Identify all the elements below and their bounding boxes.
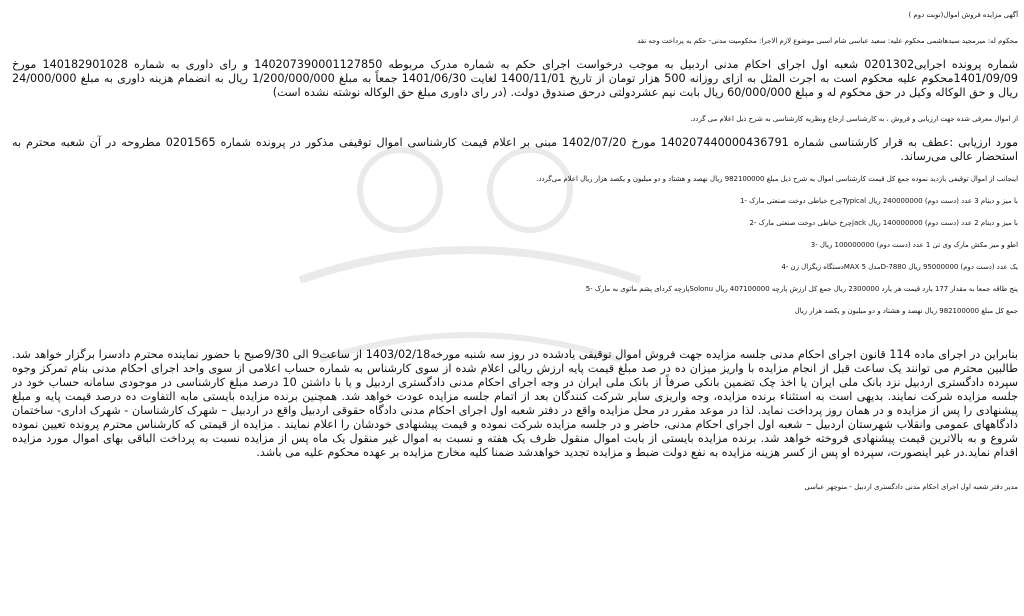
auction-paragraph: بنابراین در اجرای ماده 114 قانون اجرای احکام مدنی جلسه مزایده جهت فروش اموال توقیفی یادشده در روز سه شنبه مورخه1403/02/18 از ساعت9 الی 9/30صبح با حضور نماینده محترم دادسرا برگزار خواهد شد. طالبین محترم می توانند یک ساعت قبل از انجام مزایده با واریز میزان ده در صد مبلغ قیمت پایه ارزش ریالی اعلام شده از سوی کارشناس به شماره حساب اعلامی از سوی واحد اجرای احکام مدنی بنام تمرکز وجوه سپرده دادگستری اردبیل نزد بانک ملی ایران یا اخذ چک تضمین بانکی صرفاً از بانک ملی ایران در وجه اجرای احکام مدنی دادگستری اردبیل و یا با داشتن 10 درصد مبلغ کارشناسی در موجودی سامانه حساب خود در جلسه مزایده شرکت نمایند. بدیهی است به استثناء برنده مزایده، وجه واریزی سایر شرکت کنندگان بعد از اتمام جلسه مزایده عودت خواهد شد. همچنین برنده مزایده بایستی مابه التفاوت ده درصد قیمت پایه و مبلغ پیشنهادی را پس از مزایده و در همان روز پرداخت نماید. لذا در موعد مقرر در محل مزایده واقع در دفتر شعبه اول اجرای احکام مدنی دادگاه حقوقی اردبیل واقع در اردبیل – شهرک کارشناسان - شهرک اداری- ساختمان دادگاههای عمومی وانقلاب شهرستان اردبیل – شعبه اول اجرای احکام مدنی، حاضر و در جلسه مزایده شرکت نموده و قیمت پیشنهادی خودشان را اعلام نمایند . مزایده از قیمتی که کارشناس محترم پرونده تعیین نموده شروع و به بالاترین قیمت پیشنهادی فروخته خواهد شد. برنده مزایده بایستی از بابت اموال منقول ظرف یک هفته و نسبت به اموال غیر منقول یک ماه پس از مزایده نسبت به پرداخت الباقی بهای اموال مورد مزایده اقدام نماید.در غیر اینصورت، سپرده او پس از کسر هزینه مزایده به نفع دولت ضبط و مزایده تجدید خواهدشد ضمنا کلیه مخارج مزایده بر عهده محکوم علیه می باشد. <box>12 348 1018 459</box>
parties-line: محکوم له: میرمجید سیدهاشمی محکوم علیه: سعید عباسی شام اسبی موضوع لازم الاجرا: محکومیت مدنی- حکم به پرداخت وجه نقد <box>637 37 1018 45</box>
notice-title: آگهی مزایده فروش اموال(نوبت دوم ) <box>908 11 1018 19</box>
signature-line: مدیر دفتر شعبه اول اجرای احکام مدنی دادگستری اردبیل - منوچهر عباسی <box>804 483 1018 491</box>
item-line-1: با میز و دینام 3 عدد (دست دوم) 240000000 ریال Typicalچرخ خیاطی دوخت صنعتی مارک -1 <box>739 197 1018 205</box>
valuation-paragraph: مورد ارزیابی :عطف به قرار کارشناسی شماره 140207440000436791 مورخ 1402/07/20 مبنی بر اعلام قیمت کارشناسی اموال توقیفی مذکور در پرونده شماره 0201565 مطروحه در آن شعبه محترم به استحضار عالی می‌رساند. <box>12 136 1019 163</box>
item-line-4: یک عدد (دست دوم) 95000000 ریال D-7880مدل MAX 5دستگاه زیگزال زن -4 <box>781 263 1018 271</box>
inspection-line: اینجانب از اموال توقیفی بازدید نموده جمع کل قیمت کارشناسی اموال به شرح ذیل مبلغ 982100000 ریال نهصد و هشتاد و دو میلیون و یکصد هزار ریال اعلام می‌گردد. <box>536 175 1018 183</box>
total-line: جمع کل مبلغ 982100000 ریال نهصد و هشتاد و دو میلیون و یکصد هزار ریال <box>794 307 1018 315</box>
item-line-2: با میز و دینام 2 عدد (دست دوم) 140000000 ریال jackچرخ خیاطی دوخت صنعتی مارک -2 <box>749 219 1018 227</box>
case-paragraph: شماره پرونده اجرایی0201302 شعبه اول اجرای احکام مدنی اردبیل به موجب درخواست اجرای حکم به شماره مدرک مربوطه 140207390001127850 و رای داوری به شماره 140182901028 مورخ 1401/09/09محکوم علیه محکوم است به اجرت المثل به ازای روزانه 500 هزار تومان از تاریخ 1400/11/01 لغایت 1401/06/30 جمعاً به مبلغ 1/200/000/000 ریال به انضمام هزینه داوری به مبلغ 24/000/000 ریال و حق الوکاله وکیل در حق محکوم له و مبلغ 60/000/000 ریال بابت نیم عشردولتی درحق صندوق دولت. (در رای داوری مبلغ حق الوکاله نوشته نشده است) <box>12 58 1018 99</box>
item-line-5: پنج طاقه جمعا به مقدار 177 یارد قیمت هر یارد 2300000 ریال جمع کل ارزش پارچه 407100000 ریال Solonuپارچه کردای پشم ماتوی به مارک -5 <box>585 285 1018 293</box>
item-line-3: اطو و میز مکش مارک وی تی 1 عدد (دست دوم) 100000000 ریال -3 <box>810 241 1018 249</box>
intro-line: از اموال معرفی شده جهت ارزیابی و فروش ، به کارشناسی ارجاع ونظریه کارشناسی به شرح ذیل اعلام می گردد. <box>690 115 1018 123</box>
